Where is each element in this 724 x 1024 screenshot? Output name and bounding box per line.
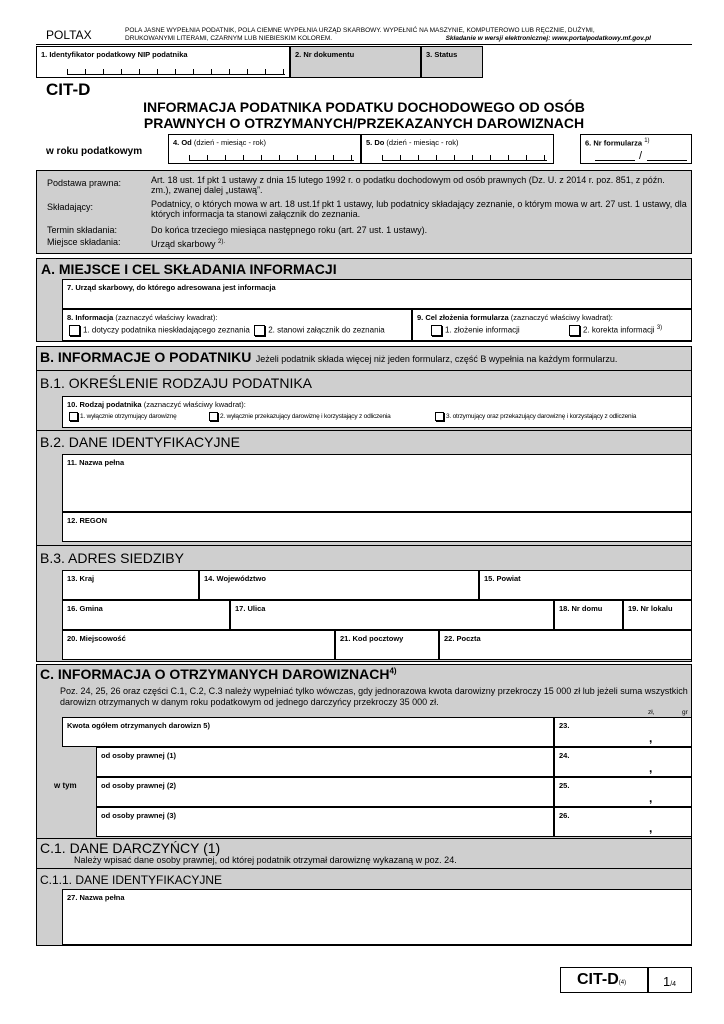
field-17-label: 17. Ulica: [235, 604, 266, 613]
section-c-title: C. INFORMACJA O OTRZYMANYCH DAROWIZNACH: [40, 666, 390, 682]
field-12-label: 12. REGON: [67, 516, 108, 525]
info-block: [36, 170, 692, 254]
field-20-label: 20. Miejscowość: [67, 634, 126, 643]
footer-page-number: 1: [663, 974, 671, 989]
section-b1-title: B.1. OKREŚLENIE RODZAJU PODATNIKA: [40, 375, 313, 391]
field-10-label: 10. Rodzaj podatnika: [67, 400, 142, 409]
poltax-label: POLTAX: [46, 28, 92, 42]
field-16-municipality[interactable]: [62, 600, 230, 630]
field-25-comma: ,: [649, 791, 653, 805]
nip-ticks: [67, 69, 285, 75]
form-number-ticks-2: [647, 155, 687, 161]
field-3-status: [421, 46, 483, 78]
to-date-ticks: [382, 155, 547, 161]
instructions-line-1: POLA JASNE WYPEŁNIA PODATNIK, POLA CIEMNE WYPEŁNIA URZĄD SKARBOWY. WYPEŁNIĆ NA MASZYNIE, KOMPUTEROWO LUB RĘCZNIE, DUŻYMI,: [125, 27, 595, 34]
row-26-label: od osoby prawnej (3): [101, 811, 177, 820]
footer-page-total: /4: [670, 981, 677, 988]
section-c-note: Poz. 24, 25, 26 oraz części C.1, C.2, C.3 należy wypełniać tylko wówczas, gdy jednorazowa kwota darowizny przekroczy 15 000 zł lub jeżeli suma wszystkich darowizn otrzymanych w danym roku podatkowym od jednego darczyńcy przekroczy 35 000 zł.: [60, 686, 688, 707]
form-title-line-1: INFORMACJA PODATNIKA PODATKU DOCHODOWEGO OD OSÓB: [143, 99, 585, 115]
field-27-label: 27. Nazwa pełna: [67, 893, 125, 902]
field-26-label: 26.: [559, 811, 570, 820]
row-24-label: od osoby prawnej (1): [101, 751, 177, 760]
field-21-postal-code[interactable]: [335, 630, 439, 660]
row-26-label-cell: [96, 807, 554, 837]
field-4-from-date[interactable]: [168, 134, 361, 164]
year-label: w roku podatkowym: [46, 146, 143, 157]
form-code: CIT-D: [46, 80, 91, 99]
field-8-label: 8. Informacja: [67, 313, 114, 322]
zl-label: zł,: [648, 709, 655, 716]
section-c-title-sup: 4): [389, 666, 397, 676]
field-23-label: 23.: [559, 721, 570, 730]
form-title-line-2: PRAWNYCH O OTRZYMANYCH/PRZEKAZANYCH DAROWIZNACH: [143, 115, 585, 131]
field-25-amount[interactable]: [554, 777, 692, 807]
header-instructions: [125, 27, 685, 43]
row-24-label-cell: [96, 747, 554, 777]
field-20-city[interactable]: [62, 630, 335, 660]
total-donations-label: Kwota ogółem otrzymanych darowizn 5): [67, 721, 210, 730]
checkbox-8-1-label: 1. dotyczy podatnika nieskładającego zeznania: [83, 325, 250, 335]
field-15-county[interactable]: [479, 570, 692, 600]
section-b-note: Jeżeli podatnik składa więcej niż jeden formularz, część B wypełnia na każdym formularzu.: [255, 354, 618, 364]
field-12-regon[interactable]: [62, 512, 692, 542]
field-4-hint: (dzień - miesiąc - rok): [191, 138, 266, 147]
field-9-purpose: [412, 309, 692, 341]
checkbox-10-1[interactable]: [69, 412, 78, 421]
checkbox-10-3[interactable]: [435, 412, 444, 421]
field-9-hint: (zaznaczyć właściwy kwadrat):: [508, 313, 613, 322]
b-divider-3: [36, 545, 692, 546]
from-date-ticks: [189, 155, 354, 161]
podstawa-text: Art. 18 ust. 1f pkt 1 ustawy z dnia 15 lutego 1992 r. o podatku dochodowym od osób prawnych (Dz. U. z 2014 r. poz. 851, z późn. zm.), zwanej dalej „ustawą”.: [151, 175, 665, 195]
checkbox-10-2[interactable]: [209, 412, 218, 421]
field-19-apartment-number[interactable]: [623, 600, 692, 630]
b-divider-2: [36, 430, 692, 431]
section-b3-title: B.3. ADRES SIEDZIBY: [40, 550, 184, 566]
podstawa-label: Podstawa prawna:: [47, 178, 122, 188]
field-23-total-amount[interactable]: [554, 717, 692, 747]
field-6-form-number[interactable]: [580, 134, 692, 164]
field-1-label: 1. Identyfikator podatkowy NIP podatnika: [41, 50, 188, 59]
form-number-ticks: [595, 155, 635, 161]
field-19-label: 19. Nr lokalu: [628, 604, 673, 613]
checkbox-8-2-label: 2. stanowi załącznik do zeznania: [268, 325, 385, 335]
footer-form-code: CIT-D: [577, 971, 619, 988]
field-13-label: 13. Kraj: [67, 574, 95, 583]
b-divider-1: [36, 370, 692, 371]
field-15-label: 15. Powiat: [484, 574, 521, 583]
checkbox-9-1[interactable]: [431, 325, 442, 336]
checkbox-9-2-label: 2. korekta informacji: [583, 325, 655, 335]
field-25-label: 25.: [559, 781, 570, 790]
section-b-title: B. INFORMACJE O PODATNIKU: [40, 349, 252, 365]
field-24-comma: ,: [649, 761, 653, 775]
checkbox-8-1[interactable]: [69, 325, 80, 336]
header-rule: [36, 44, 692, 45]
field-7-label: 7. Urząd skarbowy, do którego adresowana jest informacja: [67, 283, 276, 292]
c-divider-1: [36, 838, 692, 839]
field-26-amount[interactable]: [554, 807, 692, 837]
checkbox-10-3-label: 3. otrzymujący oraz przekazujący darowiznę i korzystający z odliczenia: [446, 413, 637, 421]
field-26-comma: ,: [649, 821, 653, 835]
row-25-label: od osoby prawnej (2): [101, 781, 177, 790]
field-7-tax-office[interactable]: [62, 279, 692, 309]
checkbox-10-1-label: 1. wyłącznie otrzymujący darowiznę: [80, 413, 177, 421]
instructions-line-2: DRUKOWANYMI LITERAMI, CZARNYM LUB NIEBIESKIM KOLOREM.: [125, 35, 333, 42]
field-8-information: [62, 309, 412, 341]
field-6-sup: 1): [644, 138, 650, 144]
field-24-amount[interactable]: [554, 747, 692, 777]
total-donations-label-cell: [62, 717, 554, 747]
field-22-label: 22. Poczta: [444, 634, 481, 643]
checkbox-9-2[interactable]: [569, 325, 580, 336]
section-c1-title: C.1. DANE DARCZYŃCY (1): [40, 840, 221, 856]
row-25-label-cell: [96, 777, 554, 807]
field-23-comma: ,: [649, 731, 653, 745]
field-2-doc-number: [290, 46, 421, 78]
checkbox-9-1-label: 1. złożenie informacji: [445, 325, 520, 335]
miejsce-text: Urząd skarbowy: [151, 239, 216, 249]
instructions-online: Składanie w wersji elektronicznej: www.portalpodatkowy.mf.gov.pl: [445, 35, 651, 42]
field-18-house-number[interactable]: [554, 600, 623, 630]
miejsce-label: Miejsce składania:: [47, 237, 121, 247]
checkbox-8-2[interactable]: [254, 325, 265, 336]
w-tym-label: w tym: [54, 781, 77, 790]
field-11-full-name[interactable]: [62, 454, 692, 512]
field-24-label: 24.: [559, 751, 570, 760]
skladajacy-label: Składający:: [47, 202, 94, 212]
field-9-label: 9. Cel złożenia formularza: [417, 313, 509, 322]
section-b-header: [40, 349, 617, 367]
footer-page-box: [648, 967, 692, 993]
section-c1-note: Należy wpisać dane osoby prawnej, od której podatnik otrzymał darowiznę wykazaną w poz. 24.: [74, 855, 457, 865]
footer-form-version: (4): [618, 980, 627, 986]
field-14-voivodeship[interactable]: [199, 570, 479, 600]
field-16-label: 16. Gmina: [67, 604, 103, 613]
gr-label: gr: [682, 709, 688, 716]
field-2-label: 2. Nr dokumentu: [295, 50, 355, 59]
termin-label: Termin składania:: [47, 225, 118, 235]
field-5-to-date[interactable]: [361, 134, 554, 164]
field-21-label: 21. Kod pocztowy: [340, 634, 404, 643]
c-divider-2: [36, 868, 692, 869]
field-10-hint: (zaznaczyć właściwy kwadrat):: [141, 400, 246, 409]
miejsce-sup: 2).: [218, 239, 226, 245]
section-a-title: A. MIEJSCE I CEL SKŁADANIA INFORMACJI: [41, 261, 337, 277]
field-27-full-name[interactable]: [62, 889, 692, 945]
field-5-hint: (dzień - miesiąc - rok): [384, 138, 459, 147]
field-10-taxpayer-type: [62, 396, 692, 428]
form-number-slash: /: [639, 150, 643, 162]
field-22-post-office[interactable]: [439, 630, 692, 660]
form-title: [36, 99, 692, 131]
field-17-street[interactable]: [230, 600, 554, 630]
field-8-hint: (zaznaczyć właściwy kwadrat):: [113, 313, 218, 322]
termin-text: Do końca trzeciego miesiąca następnego roku (art. 27 ust. 1 ustawy).: [151, 225, 428, 235]
section-c-header: [40, 666, 397, 682]
skladajacy-text: Podatnicy, o których mowa w art. 18 ust.1f pkt 1 ustawy, lub podatnicy składający zeznanie, o którym mowa w art. 27 ust. 1 ustawy, dla których informacja ta stanowi załącznik do zeznania.: [151, 199, 687, 219]
field-4-label: 4. Od: [173, 138, 192, 147]
checkbox-10-2-label: 2. wyłącznie przekazujący darowiznę i korzystający z odliczenia: [220, 413, 391, 421]
footer-form-code-box: [560, 967, 648, 993]
field-1-nip[interactable]: [36, 46, 290, 78]
section-b2-title: B.2. DANE IDENTYFIKACYJNE: [40, 434, 240, 450]
field-11-label: 11. Nazwa pełna: [67, 458, 125, 467]
field-3-label: 3. Status: [426, 50, 458, 59]
field-6-label: 6. Nr formularza: [585, 138, 643, 148]
field-18-label: 18. Nr domu: [559, 604, 603, 613]
section-c11-title: C.1.1. DANE IDENTYFIKACYJNE: [40, 873, 223, 887]
checkbox-9-2-sup: 3): [656, 325, 663, 331]
field-13-country[interactable]: [62, 570, 199, 600]
field-14-label: 14. Województwo: [204, 574, 266, 583]
field-5-label: 5. Do: [366, 138, 385, 147]
